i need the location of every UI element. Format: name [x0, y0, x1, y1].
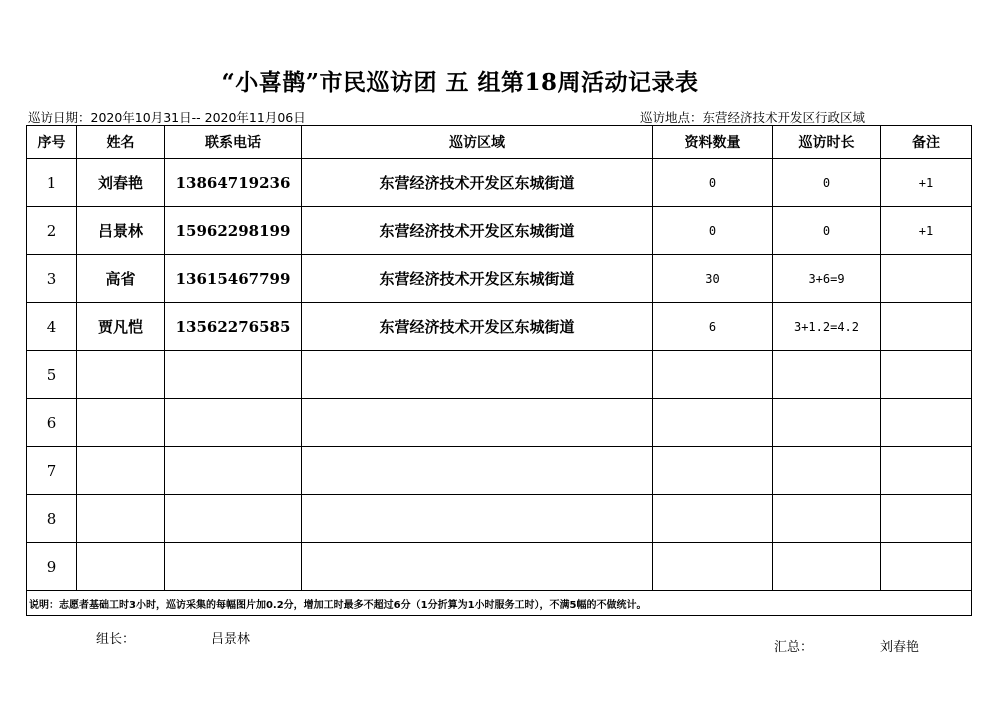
row-duration: 3+6=9 — [773, 255, 881, 303]
row-remark: +1 — [881, 207, 972, 255]
table-row — [27, 255, 972, 303]
row-remark — [881, 303, 972, 351]
row-area: 东营经济技术开发区东城街道 — [302, 159, 653, 207]
row-index: 6 — [27, 399, 77, 447]
row-index: 9 — [27, 543, 77, 591]
row-area — [302, 447, 653, 495]
row-phone: 13615467799 — [165, 255, 302, 303]
row-index: 8 — [27, 495, 77, 543]
row-index: 1 — [27, 159, 77, 207]
row-area — [302, 399, 653, 447]
row-area — [302, 543, 653, 591]
row-phone — [165, 351, 302, 399]
row-duration: 0 — [773, 159, 881, 207]
row-name — [77, 543, 165, 591]
table-row — [27, 399, 972, 447]
row-remark — [881, 399, 972, 447]
row-duration — [773, 447, 881, 495]
row-area — [302, 351, 653, 399]
row-index: 4 — [27, 303, 77, 351]
row-area: 东营经济技术开发区东城街道 — [302, 255, 653, 303]
row-duration — [773, 399, 881, 447]
table-row — [27, 495, 972, 543]
table-row — [27, 351, 972, 399]
row-remark: +1 — [881, 159, 972, 207]
row-duration — [773, 351, 881, 399]
row-name — [77, 495, 165, 543]
row-remark — [881, 447, 972, 495]
table-header-row — [27, 126, 972, 159]
row-name: 吕景林 — [77, 207, 165, 255]
row-phone — [165, 543, 302, 591]
table-row — [27, 159, 972, 207]
row-duration — [773, 543, 881, 591]
summary-label: 汇总： — [774, 640, 814, 655]
row-name: 高省 — [77, 255, 165, 303]
row-phone — [165, 495, 302, 543]
header-index: 序号 — [27, 126, 77, 159]
row-count — [653, 351, 773, 399]
row-count — [653, 399, 773, 447]
header-area: 巡访区域 — [302, 126, 653, 159]
row-index: 3 — [27, 255, 77, 303]
row-count — [653, 447, 773, 495]
row-remark — [881, 255, 972, 303]
row-remark — [881, 495, 972, 543]
table-row — [27, 303, 972, 351]
row-count: 6 — [653, 303, 773, 351]
table-row — [27, 447, 972, 495]
row-phone — [165, 399, 302, 447]
row-area — [302, 495, 653, 543]
row-duration — [773, 495, 881, 543]
row-count — [653, 543, 773, 591]
note-row — [27, 591, 972, 616]
header-count: 资料数量 — [653, 126, 773, 159]
row-name — [77, 351, 165, 399]
row-phone: 13562276585 — [165, 303, 302, 351]
table-row — [27, 543, 972, 591]
header-name: 姓名 — [77, 126, 165, 159]
row-area: 东营经济技术开发区东城街道 — [302, 303, 653, 351]
leader-name: 吕景林 — [211, 632, 251, 647]
row-remark — [881, 351, 972, 399]
row-duration: 3+1.2=4.2 — [773, 303, 881, 351]
table-note: 说明：志愿者基础工时3小时，巡访采集的每幅图片加0.2分，增加工时最多不超过6分（1分折算为1小时服务工时），不满5幅的不做统计。 — [27, 591, 972, 616]
row-name: 贾凡恺 — [77, 303, 165, 351]
activity-record-table — [26, 125, 972, 616]
row-area: 东营经济技术开发区东城街道 — [302, 207, 653, 255]
patrol-location: 巡访地点：东营经济技术开发区行政区域 — [640, 110, 866, 125]
row-count: 30 — [653, 255, 773, 303]
header-duration: 巡访时长 — [773, 126, 881, 159]
row-index: 5 — [27, 351, 77, 399]
table-row — [27, 207, 972, 255]
row-phone: 13864719236 — [165, 159, 302, 207]
row-count — [653, 495, 773, 543]
row-remark — [881, 543, 972, 591]
row-count: 0 — [653, 159, 773, 207]
page-title: “小喜鹊”市民巡访团 五 组第18周活动记录表 — [221, 69, 699, 96]
row-phone — [165, 447, 302, 495]
row-name — [77, 447, 165, 495]
leader-label: 组长： — [96, 632, 136, 647]
header-phone: 联系电话 — [165, 126, 302, 159]
row-count: 0 — [653, 207, 773, 255]
row-name — [77, 399, 165, 447]
row-duration: 0 — [773, 207, 881, 255]
row-index: 7 — [27, 447, 77, 495]
header-remark: 备注 — [881, 126, 972, 159]
patrol-date: 巡访日期：2020年10月31日-- 2020年11月06日 — [28, 110, 306, 125]
row-index: 2 — [27, 207, 77, 255]
row-name: 刘春艳 — [77, 159, 165, 207]
row-phone: 15962298199 — [165, 207, 302, 255]
summary-name: 刘春艳 — [880, 640, 920, 655]
